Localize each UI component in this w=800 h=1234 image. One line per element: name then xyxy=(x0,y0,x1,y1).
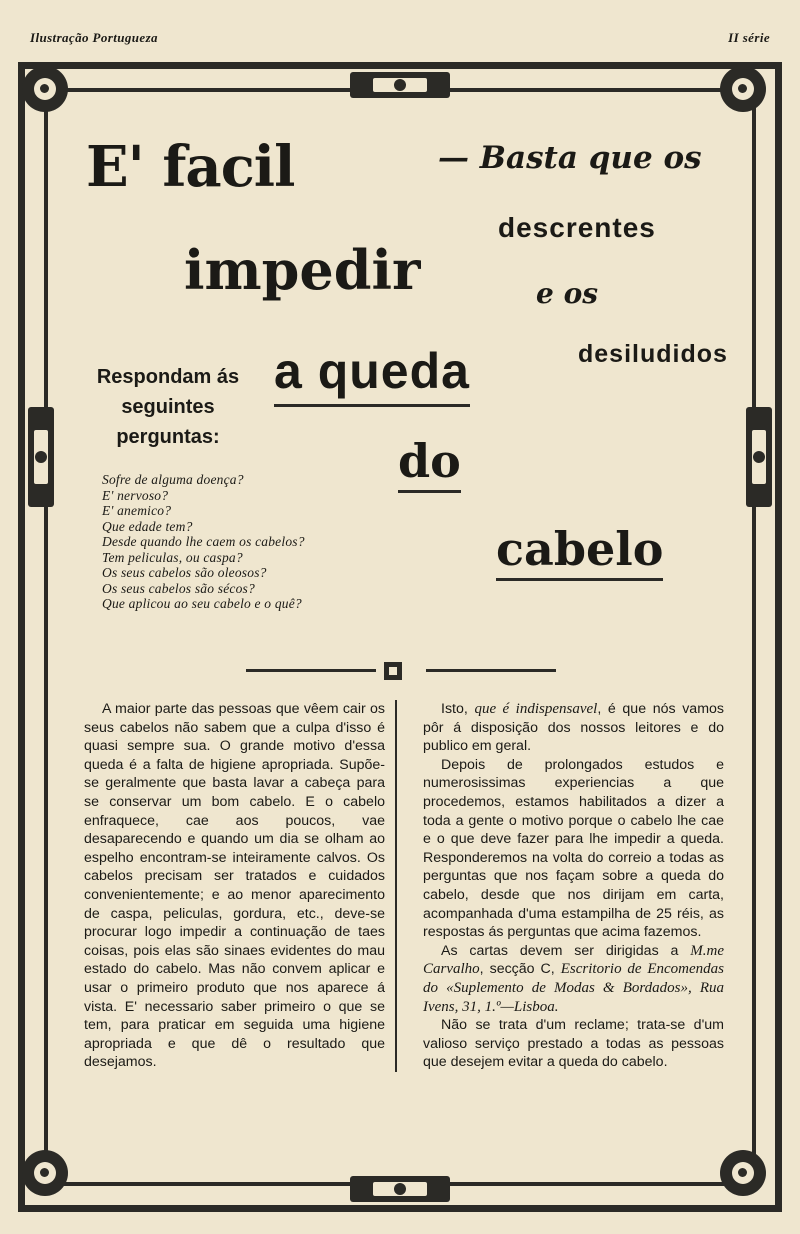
question-item: Sofre de alguma doença? xyxy=(102,472,244,487)
body-column-left xyxy=(84,700,397,1072)
headline-right-4: desiludidos xyxy=(578,340,728,368)
frame-inner-right xyxy=(752,88,756,1186)
headline-right-2: descrentes xyxy=(498,212,656,243)
body-paragraph xyxy=(423,700,724,756)
body-text-fragment: , é que nós vamos pôr á disposição dos nossos leitores e do publico em geral. xyxy=(423,701,725,755)
question-item: E' nervoso? xyxy=(102,487,169,503)
body-columns xyxy=(84,700,724,1072)
frame-inner-left xyxy=(44,88,48,1186)
headline-right-1: — Basta que os xyxy=(438,140,702,176)
edge-ornament-left-dot xyxy=(35,451,47,463)
question-item: Os seus cabelos são sécos? xyxy=(102,580,255,596)
headline-line-3: a queda xyxy=(274,342,470,407)
body-paragraph: Não se trata d'um reclame; trata-se d'um valioso serviço prestado a todas as pessoas que desejem evitar a queda do cabelo. xyxy=(423,1017,724,1071)
edge-ornament-right-dot xyxy=(753,451,765,463)
section-divider xyxy=(66,660,734,680)
edge-ornament-bottom-dot xyxy=(394,1183,406,1195)
body-paragraph: A maior parte das pessoas que vêem cair os seus cabelos não sabem que a culpa d'isso é quasi sempre sua. O grande motivo d'essa queda é a falta de higiene apropriada. Supõe-se geralmente que basta lavar a cabeça para se conservar um bom cabelo. E o cabelo enfraquece, cae aos poucos, vae desaparecendo e quando um dia se olham ao espelho encontram-se inteiramente calvos. Os cabelos precisam ser tratados e cuidados convenientemente; e ao menor aparecimento de caspa, peliculas, gordura, etc., deve-se procurar logo impedir a continuação de taes coisas, pois elas são sinaes evidentes do mau estado do cabelo. Mas não convem aplicar e usar o primeiro produto que nos aparece á vista. E' necessario saber primeiro o que se tem, para praticar em seguida uma higiene apropriada e que dê o resultado que desejamos. xyxy=(84,701,385,1071)
body-text-italic: M.me Carvalho xyxy=(423,942,724,978)
body-text-italic: Escritorio de Encomendas do «Suplemento de Modas & Bordados», Rua Ivens, 31, 1.º—Lisboa. xyxy=(423,961,724,1015)
question-item: Desde quando lhe caem os cabelos? xyxy=(102,534,305,549)
headline-line-1: E' facil xyxy=(86,134,295,200)
question-item: Que edade tem? xyxy=(102,518,193,534)
question-item: Os seus cabelos são oleosos? xyxy=(102,565,267,580)
question-item: Tem peliculas, ou caspa? xyxy=(102,549,243,565)
edge-ornament-top-dot xyxy=(394,79,406,91)
body-paragraph: Depois de prolongados estudos e numerosissimas experiencias a que procedemos, estamos habilitados a dizer a toda a gente o motivo porque o cabelo lhe cae e o que deve fazer para lhe impedir a queda. Responderemos na volta do correio a todas as perguntas que nos façam sobre a queda do cabelo, desde que nos dirijam em carta, acompanhada d'uma estampilha de 25 réis, as respostas ás perguntas que acima fazemos. xyxy=(423,756,724,941)
question-item: Que aplicou ao seu cabelo e o quê? xyxy=(102,596,302,611)
running-head-right: II série xyxy=(728,30,770,45)
frame-border-left xyxy=(18,62,25,1212)
body-text-fragment: Isto, xyxy=(441,701,475,717)
advertisement xyxy=(66,112,734,1162)
respondam-heading: Respondam ás seguintes perguntas: xyxy=(96,366,240,448)
body-text-italic: que é indispensavel xyxy=(474,701,598,717)
frame-border-top xyxy=(18,62,782,69)
body-paragraph xyxy=(423,942,724,1016)
headline-line-5: cabelo xyxy=(496,522,663,581)
frame-border-right xyxy=(775,62,782,1212)
body-text-fragment: , secção C, xyxy=(479,961,561,978)
body-column-right xyxy=(423,700,724,1072)
headline-right-3: e os xyxy=(536,277,599,310)
question-item: E' anemico? xyxy=(102,503,172,518)
questions-list xyxy=(102,472,305,612)
headline-block xyxy=(66,112,734,642)
body-text-fragment: As cartas devem ser dirigidas a xyxy=(441,942,691,959)
running-head xyxy=(30,30,770,46)
running-head-left: Ilustração Portugueza xyxy=(30,30,158,45)
headline-line-2: impedir xyxy=(184,238,421,302)
frame-border-bottom xyxy=(18,1205,782,1212)
headline-line-4: do xyxy=(398,434,461,493)
